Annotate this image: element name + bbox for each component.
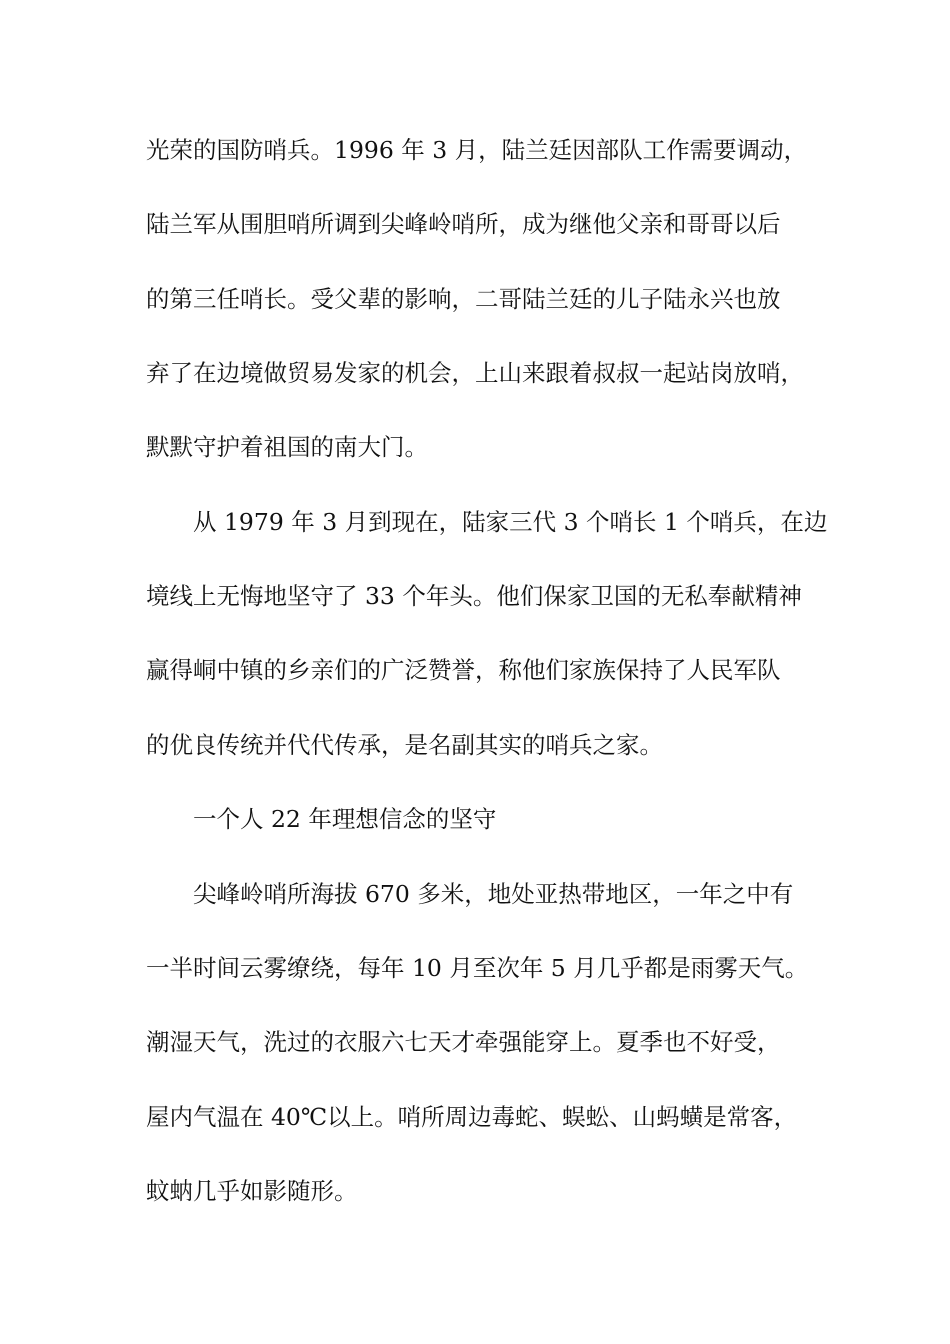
text-line: 光荣的国防哨兵。1996 年 3 月，陆兰廷因部队工作需要调动， — [146, 136, 808, 164]
text-line: 的优良传统并代代传承，是名副其实的哨兵之家。 — [146, 731, 663, 759]
text-line: 从 1979 年 3 月到现在，陆家三代 3 个哨长 1 个哨兵，在边 — [193, 508, 828, 536]
text-line: 蚊蚋几乎如影随形。 — [146, 1177, 358, 1205]
section-heading: 一个人 22 年理想信念的坚守 — [193, 805, 497, 833]
text-line: 弃了在边境做贸易发家的机会，上山来跟着叔叔一起站岗放哨， — [146, 359, 804, 387]
text-line: 潮湿天气，洗过的衣服六七天才牵强能穿上。夏季也不好受， — [146, 1028, 781, 1056]
text-line: 赢得峒中镇的乡亲们的广泛赞誉，称他们家族保持了人民军队 — [146, 656, 781, 684]
text-line: 屋内气温在 40℃以上。哨所周边毒蛇、蜈蚣、山蚂蟥是常客， — [146, 1103, 798, 1131]
text-line: 一半时间云雾缭绕，每年 10 月至次年 5 月几乎都是雨雾天气。 — [146, 954, 809, 982]
text-line: 陆兰军从围胆哨所调到尖峰岭哨所，成为继他父亲和哥哥以后 — [146, 210, 781, 238]
text-line: 默默守护着祖国的南大门。 — [146, 433, 428, 461]
text-line: 境线上无悔地坚守了 33 个年头。他们保家卫国的无私奉献精神 — [146, 582, 802, 610]
text-line: 的第三任哨长。受父辈的影响，二哥陆兰廷的儿子陆永兴也放 — [146, 285, 781, 313]
text-line: 尖峰岭哨所海拔 670 多米，地处亚热带地区，一年之中有 — [193, 880, 794, 908]
